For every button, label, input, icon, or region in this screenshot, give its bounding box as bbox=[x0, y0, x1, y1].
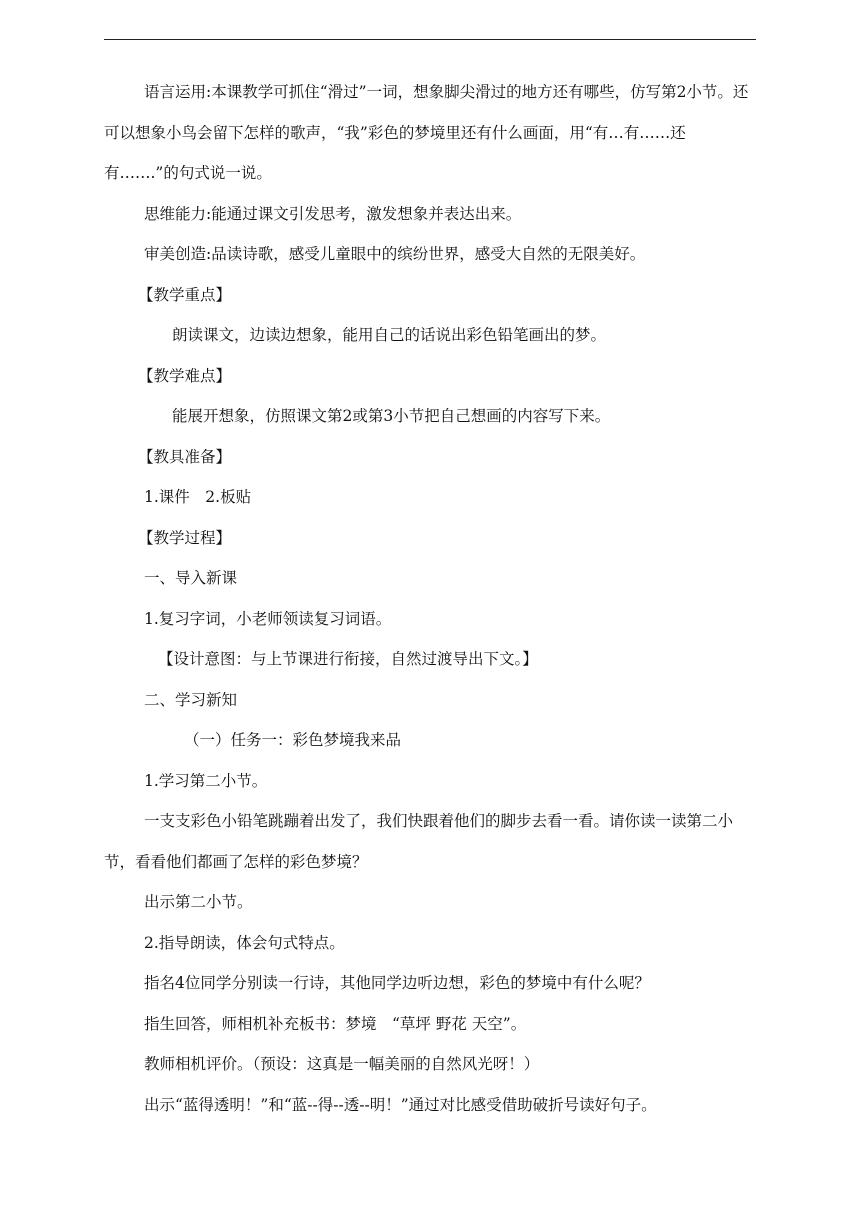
paragraph-language-use: 语言运用:本课教学可抓住“滑过”一词，想象脚尖滑过的地方还有哪些，仿写第2小节。还可以想象小鸟会留下怎样的歌声，“我”彩色的梦境里还有什么画面，用“有…有……还有…….”的句式说一说。 bbox=[104, 83, 749, 182]
design-intent-note: 【设计意图：与上节课进行衔接，自然过渡导出下文。】 bbox=[158, 650, 538, 668]
paragraph-four-students: 指名4位同学分别读一行诗，其他同学边听边想，彩色的梦境中有什么呢？ bbox=[144, 974, 650, 992]
heading-teaching-materials: 【教具准备】 bbox=[138, 447, 232, 466]
section-new-knowledge: 二、学习新知 bbox=[144, 690, 238, 709]
paragraph-guided-reading: 2.指导朗读，体会句式特点。 bbox=[144, 933, 345, 952]
paragraph-board-writing: 指生回答，师相机补充板书：梦境 “草坪 野花 天空”。 bbox=[144, 1014, 527, 1033]
paragraph-teaching-materials: 1.课件 2.板贴 bbox=[144, 488, 252, 506]
task-one-heading: （一）任务一：彩色梦境我来品 bbox=[184, 731, 402, 749]
document-body bbox=[104, 72, 756, 1125]
paragraph-learn-section-two: 1.学习第二小节。 bbox=[144, 771, 268, 790]
heading-teaching-process: 【教学过程】 bbox=[138, 528, 232, 547]
heading-teaching-difficulty: 【教学难点】 bbox=[138, 366, 232, 385]
paragraph-comparison-reading: 出示“蓝得透明！”和“蓝--得--透--明！”通过对比感受借助破折号读好句子。 bbox=[144, 1095, 657, 1114]
paragraph-teacher-evaluation: 教师相机评价。（预设：这真是一幅美丽的自然风光呀！） bbox=[144, 1055, 540, 1073]
section-intro: 一、导入新课 bbox=[144, 569, 238, 587]
heading-teaching-focus: 【教学重点】 bbox=[138, 285, 232, 304]
paragraph-show-section-two: 出示第二小节。 bbox=[144, 893, 253, 911]
header-rule bbox=[104, 39, 756, 40]
paragraph-thinking-ability: 思维能力:能通过课文引发思考，激发想象并表达出来。 bbox=[144, 204, 522, 223]
paragraph-teaching-difficulty: 能展开想象，仿照课文第2或第3小节把自己想画的内容写下来。 bbox=[172, 407, 611, 425]
paragraph-aesthetic-creation: 审美创造:品读诗歌，感受儿童眼中的缤纷世界，感受大自然的无限美好。 bbox=[144, 245, 646, 263]
paragraph-pencils-set-off: 一支支彩色小铅笔跳蹦着出发了，我们快跟着他们的脚步去看一看。请你读一读第二小节，看看他们都画了怎样的彩色梦境？ bbox=[104, 812, 734, 871]
paragraph-teaching-focus: 朗读课文，边读边想象，能用自己的话说出彩色铅笔画出的梦。 bbox=[172, 326, 607, 344]
paragraph-review-words: 1.复习字词，小老师领读复习词语。 bbox=[144, 609, 392, 628]
